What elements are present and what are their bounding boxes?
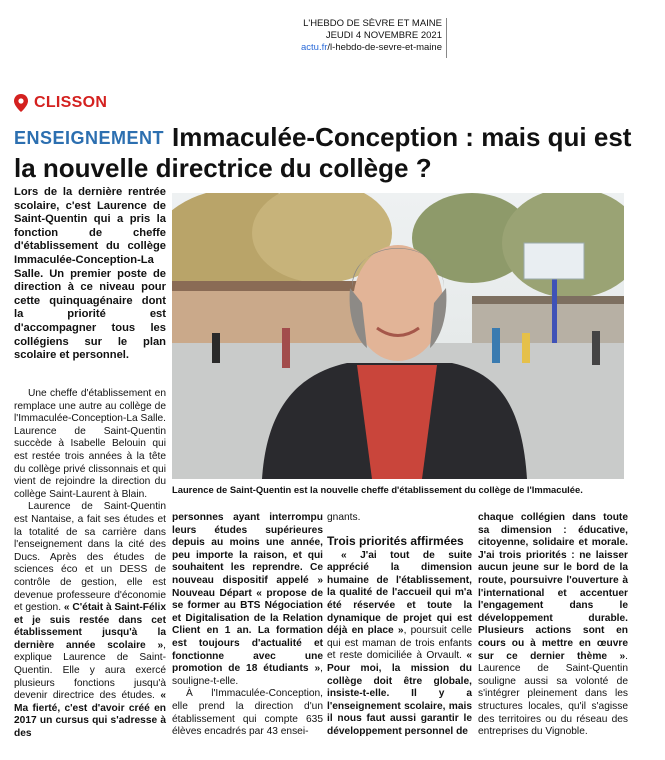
masthead <box>292 18 447 58</box>
col2-text-end: , souligne-t-elle. <box>172 663 323 687</box>
col4-quote: chaque collégien dans toute sa dimension : éducative, citoyenne, solidaire et morale. J'ai trois priorités : ne laisser aucun jeune sur le bord de la route, poursuivre l'ouverture à l'international et accentuer l'engagement dans le développement durable. Plusieurs actions sont en cours ou à mettre en œuvre sur ce dernier thème » <box>478 512 628 662</box>
article-headline <box>14 122 654 183</box>
location-tag <box>14 94 107 112</box>
article-column-1 <box>14 388 166 741</box>
col2-quote: personnes ayant interrompu leurs études supérieures depuis au moins une année, peu importe la raison, et qui souhaitent les reprendre. Ce nouveau dispositif appelé » Nouveau Départ « propose de se former au BTS Négociation et Digitalisation de la Relation Client en 1 an. La formation est toujours d'actualité et fonctionne avec une promotion de 18 étudiants » <box>172 512 323 675</box>
col3-quote-2: « Pour moi, la mission du collège doit être globale, insiste-t-elle. Il y a l'enseignement scolaire, mais il nous faut aussi garantir le développement personnel de <box>327 650 472 737</box>
headline-title: Immaculée-Conception : mais qui est la nouvelle directrice du collège ? <box>14 122 632 183</box>
location-name: CLISSON <box>34 94 108 111</box>
subheading: Trois priorités affirmées <box>327 533 464 548</box>
masthead-date: JEUDI 4 NOVEMBRE 2021 <box>325 30 442 41</box>
masthead-source[interactable] <box>292 42 442 54</box>
col4-paragraph-1 <box>478 512 628 739</box>
article-column-4 <box>478 512 628 739</box>
col3-paragraph-1 <box>327 550 472 739</box>
col1-quote: « C'était à Saint-Félix et je suis restée dans cet établissement jusqu'à la dernière année scolaire » <box>14 602 166 651</box>
col1-text-end: , explique Laurence de Saint-Quentin. Elle y aura exercé plusieurs fonctions jusqu'à devenir directrice des études. <box>14 639 166 702</box>
photo-illustration <box>172 193 624 479</box>
col2-paragraph-2: À l'Immaculée-Conception, elle prend la direction d'un établissement qui compte 635 élèves encadrés par 43 ensei- <box>172 688 323 738</box>
section-kicker: ENSEIGNEMENT <box>14 128 165 148</box>
col3-quote: « J'ai tout de suite apprécié la dimension humaine de l'établissement, la qualité de l'accueil qui m'a été réservée et toute la dynamique de projet qui est déjà en place » <box>327 549 472 637</box>
col4-text-end: . Laurence de Saint-Quentin souligne aussi sa volonté de s'intégrer pleinement dans les structures locales, qu'il s'agisse des territoires ou du réseau des entreprises du Vignoble. <box>478 650 628 738</box>
source-path[interactable]: /l-hebdo-de-sevre-et-maine <box>327 42 442 53</box>
col1-quote-2: « Ma fierté, c'est d'avoir créé en 2017 un cursus qui s'adresse à des <box>14 690 166 740</box>
photo-caption: Laurence de Saint-Quentin est la nouvelle cheffe d'établissement du collège de l'Immaculée. <box>172 484 583 495</box>
article-column-2 <box>172 512 323 739</box>
article-lead: Lors de la dernière rentrée scolaire, c'est Laurence de Saint-Quentin qui a pris la fonction de cheffe d'établissement du collège Immaculée-Conception-La Salle. Un premier poste de direction à ce niveau pour cette quinquagénaire dont la priorité est d'accompagner tous les collégiens sur le plan scolaire et personnel. <box>14 186 166 362</box>
col3-lead: gnants. <box>327 512 361 523</box>
col3-text-end: , poursuit celle qui est maman de trois enfants et reste domiciliée à Orvault. <box>327 625 473 662</box>
col2-paragraph-1 <box>172 512 323 688</box>
masthead-paper: L'HEBDO DE SÈVRE ET MAINE <box>303 18 442 29</box>
location-pin-icon <box>14 94 28 112</box>
col1-paragraph-1: Une cheffe d'établissement en remplace une autre au collège de l'Immaculée-Conception-La Salle. Laurence de Saint-Quentin succède à Isabelle Belouin qui est restée trois années à la tête du collège privé clissonnais et qui vient de rejoindre la direction du collège Saint-Laurent à Blain. <box>14 388 167 500</box>
col1-text: Laurence de Saint-Quentin est Nantaise, a fait ses études et la totalité de sa carrière dans l'enseignement dans la cité des Ducs. Après des études de sciences éco et un DESS de contrôle de gestion, elle est devenue professeure d'économie et gestion. <box>14 501 166 614</box>
article-photo <box>172 193 624 479</box>
col1-paragraph-2 <box>14 501 166 740</box>
source-domain[interactable]: actu.fr <box>301 42 328 53</box>
article-column-3 <box>327 512 472 739</box>
